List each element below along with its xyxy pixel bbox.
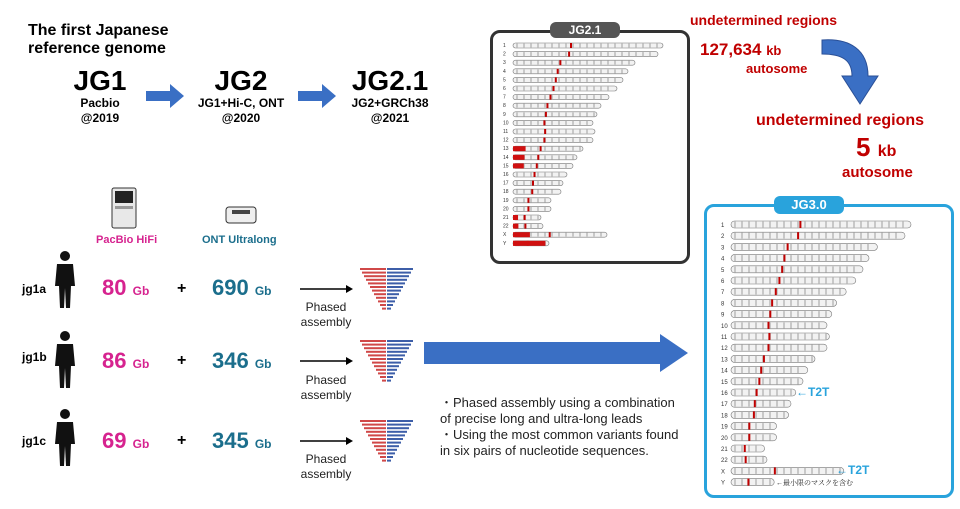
chromosome-bar [731,333,829,340]
chromosome-bar [731,479,774,486]
t2t-label: ←T2T [836,463,870,477]
phased-assembly-figure [356,338,416,384]
version-name: JG1 [73,65,127,96]
chromosome-label: 17 [721,402,728,409]
chromosome-label: 16 [503,172,509,178]
pacbio-label: PacBio HiFi [96,234,158,246]
ont-value: 345 [212,428,249,453]
chromosome-label: 21 [721,447,728,453]
unit: kb [877,143,897,160]
ont-yield [212,275,272,301]
chromosome-label: 7 [503,94,506,101]
chromosome-label: 7 [721,290,725,297]
jg30-badge: JG3.0 [774,196,844,214]
value: 127,634 [700,40,762,59]
person-icon [54,330,76,390]
chromosome-label: 18 [503,189,509,196]
version-date: @2020 [221,111,261,125]
sample-id: jg1c [22,434,47,448]
person-icon [54,250,76,310]
ont-label: ONT Ultralong [202,234,277,246]
chromosome-label: 20 [503,206,509,213]
chromosome-bar [513,129,595,134]
chromosome-label: 3 [503,60,506,67]
chromosome-label: 1 [503,43,506,49]
version-jg1 [60,66,140,126]
unit: kb [766,43,782,58]
chromosome-bar [731,445,765,452]
chromosome-label: 22 [721,458,728,465]
chromosome-label: 19 [503,197,509,204]
chromosome-bar [731,311,832,318]
arrow-right-icon [146,84,186,108]
jg30-scope: autosome [842,164,913,181]
bullet-list [440,395,680,459]
phased-assembly-figure [356,266,416,312]
chromosome-label: 12 [721,346,728,353]
bullet-item: ・Phased assembly using a combination of precise long and ultra-long leads [440,395,675,426]
chromosome-label: 9 [721,312,725,319]
pacbio-value: 80 [102,275,127,300]
arrow-icon [300,284,354,294]
pacbio-value: 69 [102,428,127,453]
chromosome-label: 1 [721,223,725,229]
chromosome-label: 19 [721,424,728,431]
arrow-icon [300,356,354,366]
phased-label: Phased assembly [300,452,352,481]
chromosome-bar [731,221,911,228]
chromosome-label: 9 [503,111,506,118]
phased-label: Phased assembly [300,300,352,329]
version-name: JG2 [214,65,268,96]
jg21-badge: JG2.1 [550,22,620,38]
chromosome-label: 8 [503,103,506,110]
t2t-label: ←T2T [796,385,830,399]
plus-sign: + [177,280,187,297]
version-desc: JG2+GRCh38 [351,96,429,110]
version-jg2 [186,66,296,126]
person-icon [54,408,76,468]
ont-value: 346 [212,348,249,373]
chromosome-label: 12 [503,137,509,144]
ont-yield [212,348,272,374]
version-date: @2019 [80,111,120,125]
chromosome-label: 20 [721,435,728,442]
mask-note: ←最小限のマスクを含む [776,480,853,487]
plus-sign: + [177,352,187,369]
chromosome-label: Y [721,480,726,487]
ont-device-icon [224,204,258,226]
chromosome-bar [731,355,815,362]
bullet-item: ・Using the most common variants found in six pairs of nucleotide sequences. [440,427,679,458]
chromosome-label: 10 [721,323,728,330]
page-title: The first Japanese reference genome [28,22,169,57]
chromosome-label: 14 [721,368,728,375]
version-name: JG2.1 [351,65,429,96]
pacbio-yield [102,275,149,301]
unit: Gb [132,284,150,298]
phased-assembly-figure [356,418,416,464]
unit: Gb [254,284,272,298]
chromosome-label: 4 [721,256,725,263]
chromosome-bar [513,77,623,82]
chromosome-label: 8 [721,301,725,308]
unit: Gb [132,357,150,371]
chromosome-bar [731,255,869,262]
version-desc: JG1+Hi-C, ONT [197,96,285,110]
phased-label: Phased assembly [300,373,352,402]
unit: Gb [254,357,272,371]
version-date: @2021 [370,111,410,125]
jg21-panel [490,30,690,264]
plus-sign: + [177,432,187,449]
jg21-undetermined-title: undetermined regions [690,12,838,28]
chromosome-label: 2 [721,234,725,241]
ont-yield [212,428,272,454]
chromosome-label: 5 [503,77,506,84]
jg21-karyotype [493,33,687,261]
chromosome-label: X [721,469,726,476]
arrow-icon [300,436,354,446]
chromosome-label: 6 [721,279,725,285]
chromosome-label: 5 [721,267,725,274]
sample-id: jg1a [22,282,47,296]
chromosome-label: 13 [503,146,509,153]
pacbio-value: 86 [102,348,127,373]
sample-id: jg1b [22,350,47,364]
unit: Gb [254,437,272,451]
chromosome-label: 6 [503,86,506,92]
chromosome-label: 2 [503,51,506,58]
jg30-karyotype [707,207,951,495]
unit: Gb [132,437,150,451]
version-jg21 [340,66,440,126]
chromosome-label: 11 [503,129,509,135]
chromosome-label: 18 [721,413,728,420]
ont-value: 690 [212,275,249,300]
chromosome-label: 22 [503,223,509,230]
jg21-undetermined-value [700,40,781,60]
chromosome-label: 21 [503,215,509,221]
chromosome-label: 4 [503,68,506,75]
jg30-panel [704,204,954,498]
chromosome-bar [513,112,597,117]
chromosome-label: 13 [721,357,728,364]
jg30-undetermined-value [856,132,896,163]
curved-arrow-down-icon [820,32,882,106]
chromosome-label: 15 [721,379,728,386]
chromosome-label: Y [503,240,507,247]
chromosome-label: 14 [503,154,509,161]
chromosome-label: 17 [503,180,509,187]
chromosome-label: X [503,232,507,239]
jg30-undetermined-title: undetermined regions [756,112,925,129]
chromosome-label: 3 [721,245,725,252]
chromosome-label: 10 [503,120,509,127]
chromosome-bar [731,400,791,407]
value: 5 [856,132,871,162]
chromosome-bar [731,411,789,418]
pacbio-device-icon [110,186,138,230]
pacbio-yield [102,348,149,374]
pacbio-yield [102,428,149,454]
arrow-right-icon [298,84,338,108]
big-arrow-right-icon [424,334,690,372]
version-desc: Pacbio [80,96,120,110]
chromosome-label: 11 [721,335,728,341]
jg21-scope: autosome [746,61,808,76]
chromosome-label: 16 [721,391,728,397]
chromosome-label: 15 [503,163,509,170]
